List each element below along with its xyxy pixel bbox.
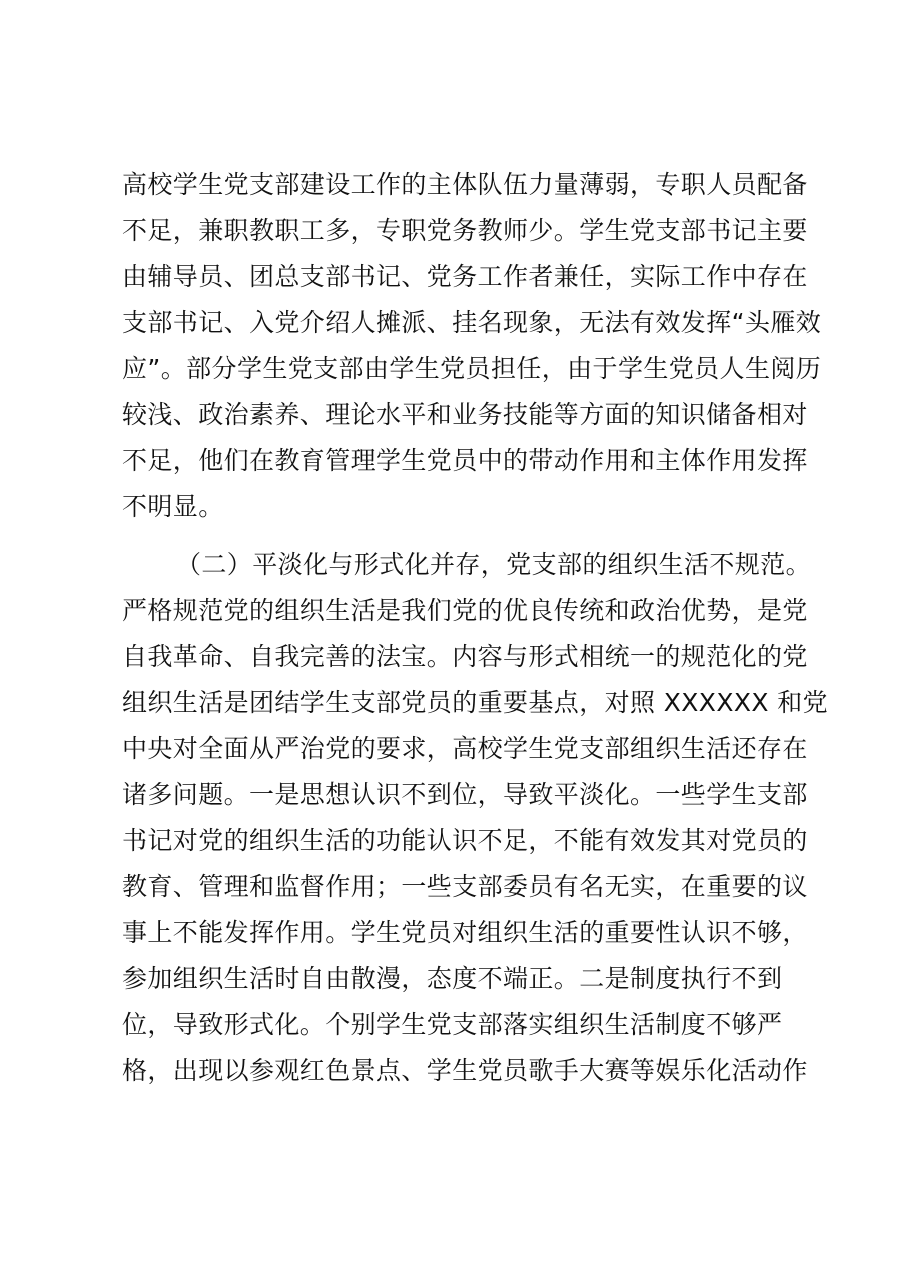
paragraph-line: 事上不能发挥作用。学生党员对组织生活的重要性认识不够， (122, 918, 808, 947)
paragraph-line: 应”。部分学生党支部由学生党员担任，由于学生党员人生阅历 (122, 354, 822, 383)
paragraph-line: 中央对全面从严治党的要求，高校学生党支部组织生活还存在 (122, 734, 808, 763)
paragraph-line: 位，导致形式化。个别学生党支部落实组织生活制度不够严 (122, 1010, 783, 1039)
paragraph-line: 诸多问题。一是思想认识不到位，导致平淡化。一些学生支部 (122, 780, 808, 809)
paragraph-line: 由辅导员、团总支部书记、党务工作者兼任，实际工作中存在 (122, 262, 808, 291)
paragraph-line: 严格规范党的组织生活是我们党的优良传统和政治优势，是党 (122, 596, 808, 625)
paragraph-line: 自我革命、自我完善的法宝。内容与形式相统一的规范化的党 (122, 642, 808, 671)
paragraph-line: 支部书记、入党介绍人摊派、挂名现象，无法有效发挥“头雁效 (122, 308, 822, 337)
document-body (122, 162, 829, 1094)
section-heading-line: （二）平淡化与形式化并存，党支部的组织生活不规范。 (176, 550, 812, 579)
paragraph-line: 不足，兼职教职工多，专职党务教师少。学生党支部书记主要 (122, 216, 808, 245)
paragraph-line: 组织生活是团结学生支部党员的重要基点，对照 XXXXXX 和党 (122, 688, 829, 717)
paragraph-line: 书记对党的组织生活的功能认识不足，不能有效发其对党员的 (122, 826, 808, 855)
paragraph-line: 高校学生党支部建设工作的主体队伍力量薄弱，专职人员配备 (122, 170, 808, 199)
paragraph-line: 教育、管理和监督作用；一些支部委员有名无实，在重要的议 (122, 872, 808, 901)
paragraph-line: 不明显。 (122, 492, 224, 521)
paragraph-line: 较浅、政治素养、理论水平和业务技能等方面的知识储备相对 (122, 400, 808, 429)
paragraph-line: 不足，他们在教育管理学生党员中的带动作用和主体作用发挥 (122, 446, 808, 475)
paragraph-line: 参加组织生活时自由散漫，态度不端正。二是制度执行不到 (122, 964, 783, 993)
paragraph-spacer (122, 530, 802, 542)
paragraph-line: 格，出现以参观红色景点、学生党员歌手大赛等娱乐化活动作 (122, 1056, 808, 1085)
